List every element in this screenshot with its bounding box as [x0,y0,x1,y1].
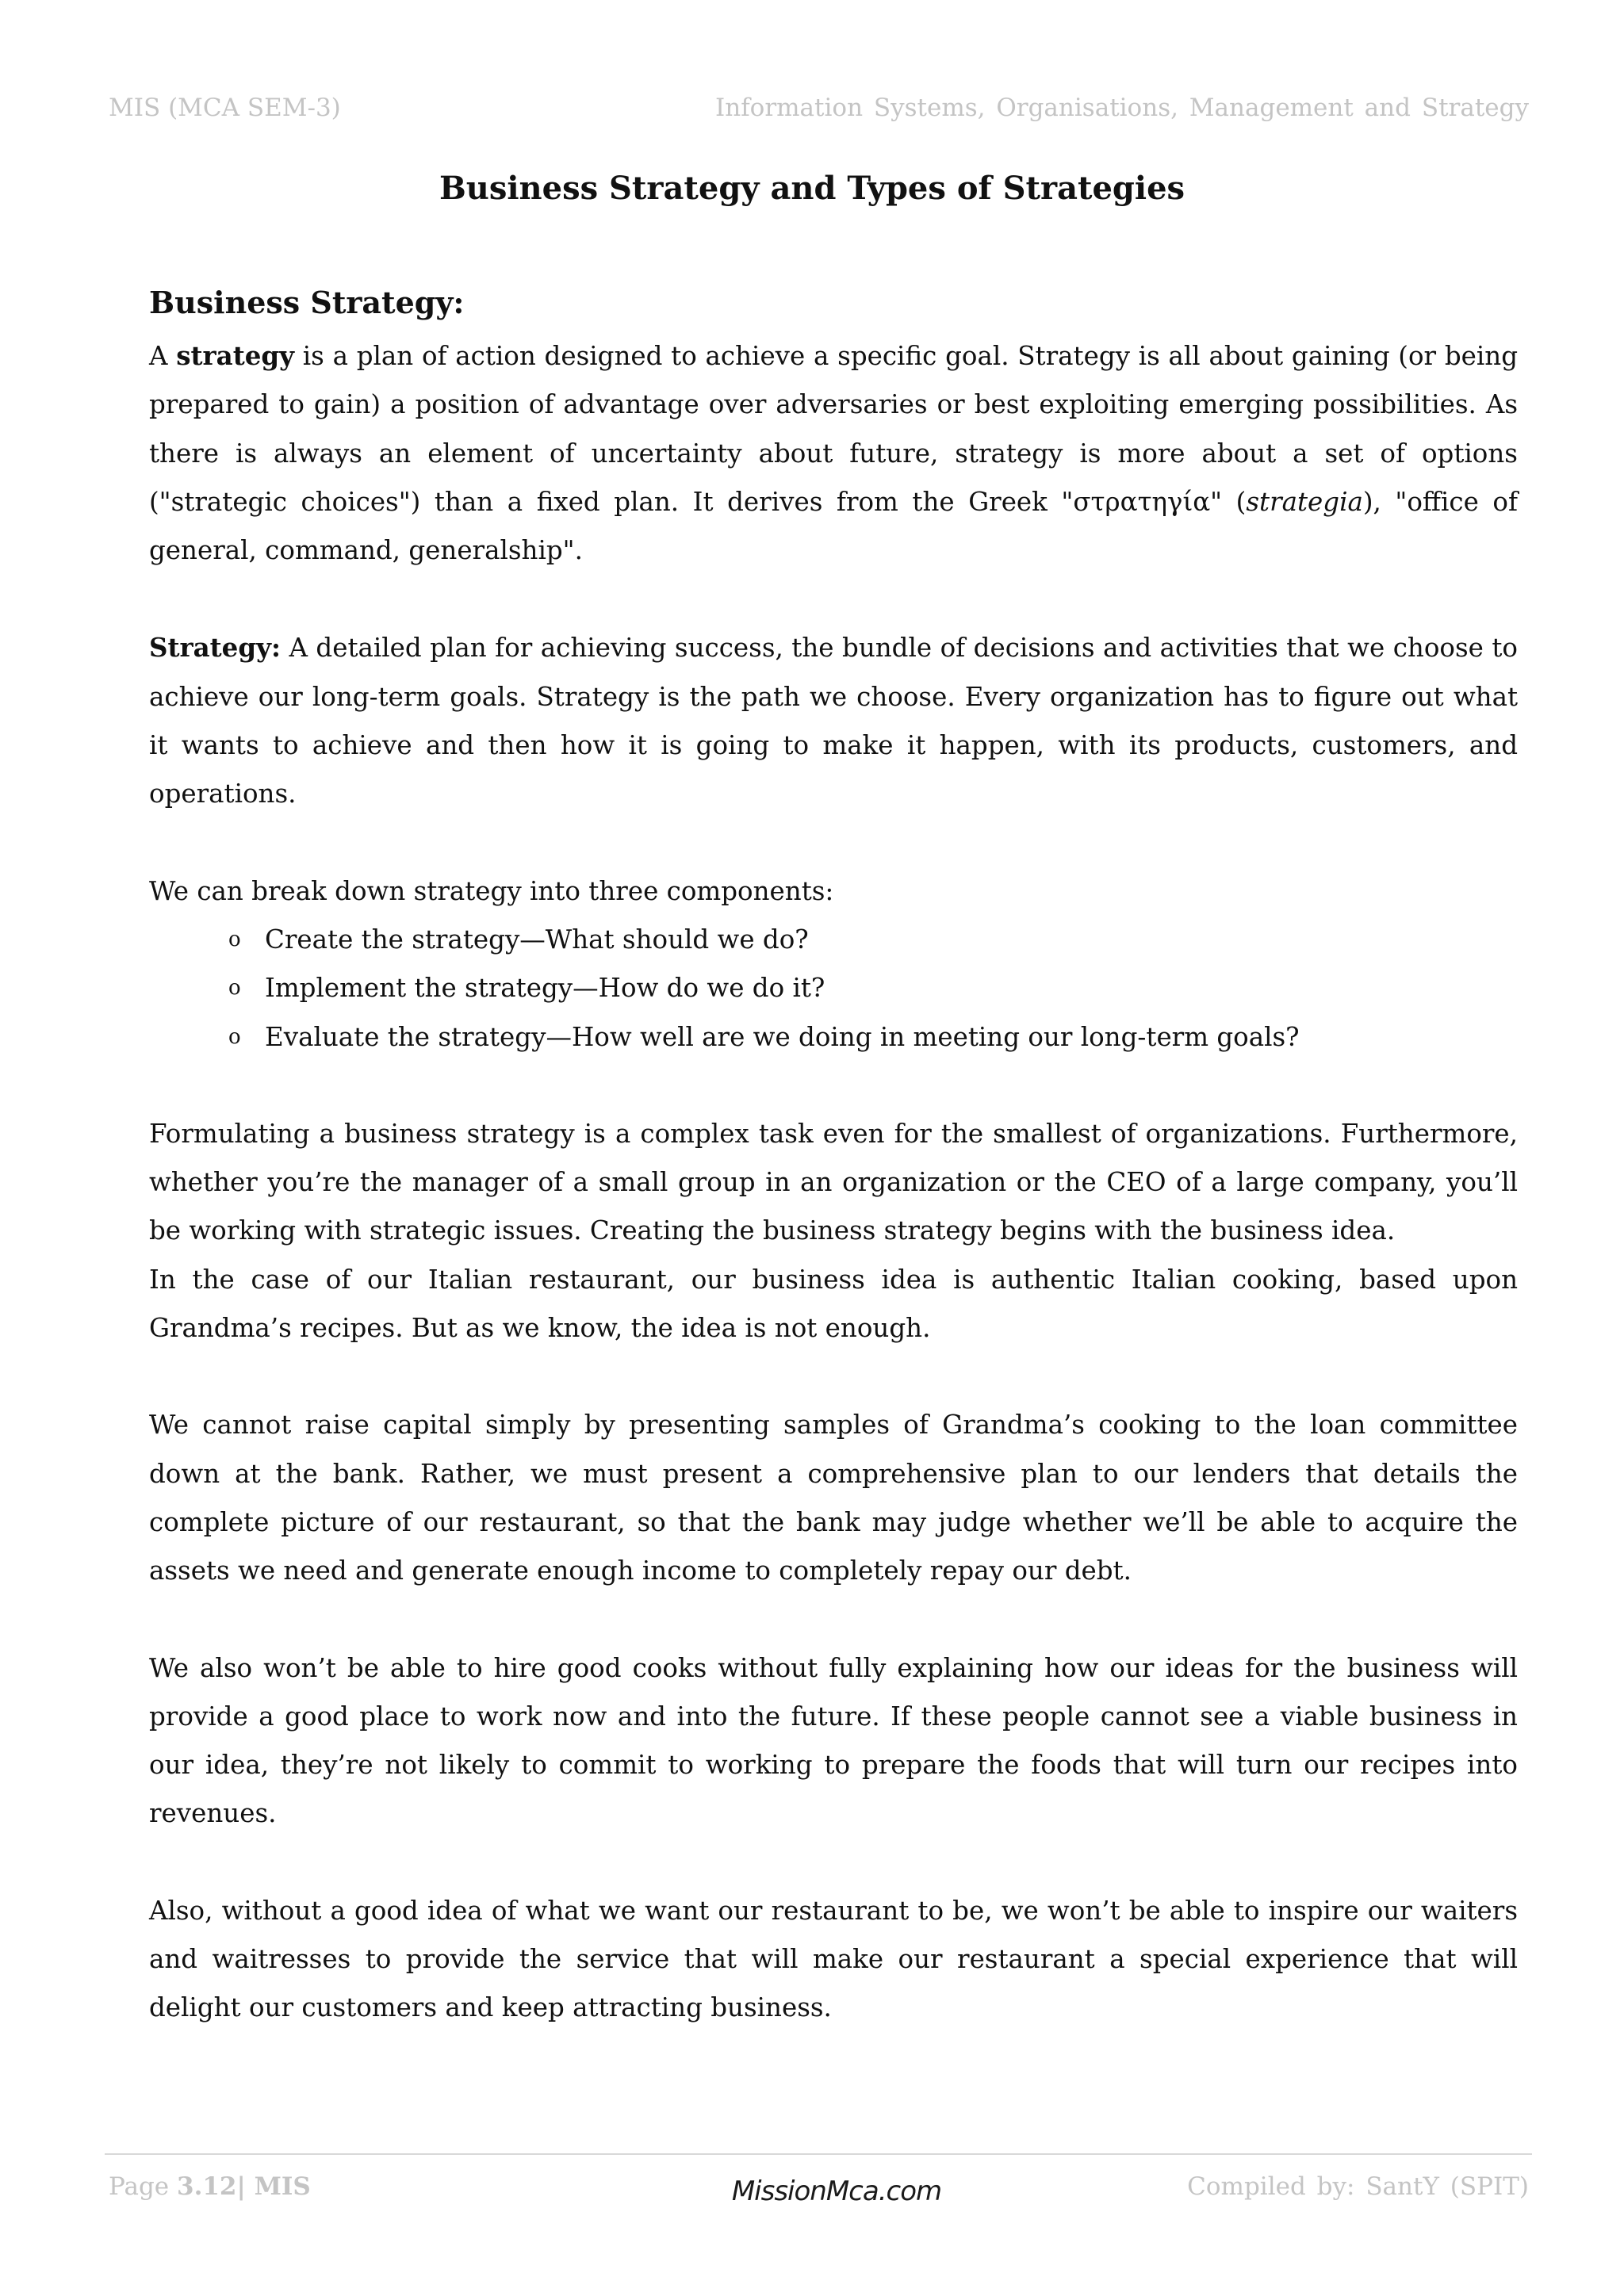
page-title: Business Strategy and Types of Strategies [439,170,1185,207]
site-logo: MissionMca.com [731,2175,942,2207]
paragraph-definition: A strategy is a plan of action designed to achieve a specific goal. Strategy is all about gaining (or being prepared to gain) a position of advantage over adversaries or best exploiting emerging possibilities. As there is always an element of uncertainty about future, strategy is more about a set of options ("strategic choices") than a fixed plan. It derives from the Greek "στρατηγία" (strategia), "office of general, command, generalship". [149,340,1519,566]
bold-term: strategy [176,340,295,371]
paragraph-cooks: We also won’t be able to hire good cooks without fully explaining how our ideas for the business will provide a good place to work now and into the future. If these people cannot see a viable business in our idea, they’re not likely to commit to working to prepare the foods that will turn our recipes into revenues. [149,1652,1518,1829]
bullet-icon: o [228,927,241,951]
paragraph-formulating: Formulating a business strategy is a complex task even for the smallest of organizations. Furthermore, whether you’re the manager of a small group in an organization or the CEO of a large company, you’ll be working with strategic issues. Creating the business strategy begins with the business idea. [149,1118,1518,1246]
paragraph-waiters: Also, without a good idea of what we want our restaurant to be, we won’t be able to inspire our waiters and waitresses to provide the service that will make our restaurant a special experience that will delight our customers and keep attracting business. [149,1895,1518,2023]
list-item: o Create the strategy—What should we do? [228,916,1518,964]
paragraph-restaurant: In the case of our Italian restaurant, our business idea is authentic Italian cooking, based upon Grandma’s recipes. But as we know, the idea is not enough. [149,1264,1518,1344]
main-content [149,282,1518,2033]
page-footer [109,2172,1529,2212]
list-item: o Implement the strategy—How do we do it? [228,964,1518,1012]
paragraph-capital: We cannot raise capital simply by presenting samples of Grandma’s cooking to the loan committee down at the bank. Rather, we must present a comprehensive plan to our lenders that details the complete picture of our restaurant, so that the bank may judge whether we’ll be able to acquire the assets we need and generate enough income to completely repay our debt. [149,1410,1518,1586]
components-list [149,916,1518,1062]
paragraph-strategy: Strategy: A detailed plan for achieving success, the bundle of decisions and activities that we choose to achieve our long-term goals. Strategy is the path we choose. Every organization has to figure out what it wants to achieve and then how it is going to make it happen, with its products, customers, and operations. [149,632,1518,809]
bullet-icon: o [228,1024,241,1049]
header-chapter: Information Systems, Organisations, Management and Strategy [714,94,1529,122]
header-course: MIS (MCA SEM-3) [109,94,341,122]
bold-label: Strategy: [149,632,281,664]
footer-divider [105,2153,1532,2155]
italic-term: strategia [1246,486,1363,517]
footer-page-number: Page 3.12| MIS [109,2172,311,2201]
section-heading: Business Strategy: [149,285,465,320]
paragraph-components-intro: We can break down strategy into three components: [149,875,834,906]
page-header [109,94,1529,130]
footer-compiler: Compiled by: SantY (SPIT) [1187,2172,1529,2201]
bullet-icon: o [228,976,241,1001]
list-item: o Evaluate the strategy—How well are we doing in meeting our long-term goals? [228,1013,1518,1062]
